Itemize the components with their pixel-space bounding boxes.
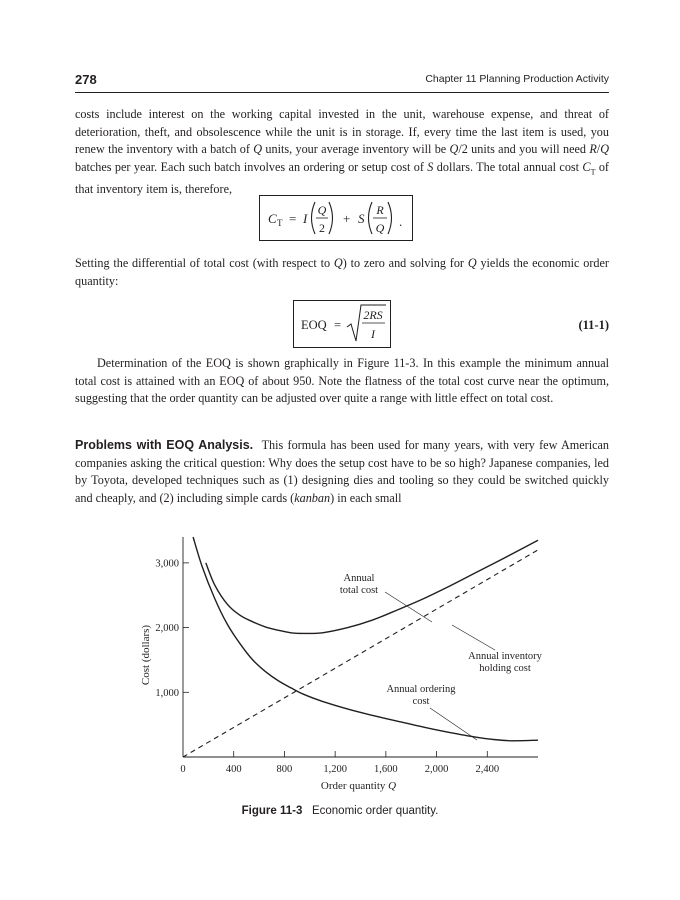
y-axis-label: Cost (dollars): [140, 624, 152, 686]
eq-lhs-sub: T: [277, 218, 283, 228]
chart-series: [183, 537, 538, 757]
eq-equals: =: [289, 211, 297, 226]
chapter-title: Chapter 11 Planning Production Activity: [425, 73, 609, 85]
figure-caption-text: Economic order quantity.: [311, 805, 439, 817]
eq-frac1-num: Q: [317, 203, 327, 217]
annotation-holding-cost-text: holding cost: [479, 663, 531, 674]
annotation-ordering-cost-text: Annual ordering: [386, 684, 456, 695]
x-tick-label: 1,600: [374, 764, 398, 775]
paragraph-text: Determination of the EOQ is shown graphically in Figure 11-3. In this example the minimum annual total cost is attained with an EOQ of about 950. Note the flatness of the total cost curve near the optimum, suggesting that the order quantity can be adjusted over quite a range with little effect on total cost.: [75, 356, 609, 406]
equation-number: (11-1): [578, 318, 609, 332]
eq-frac2-den: Q: [375, 221, 385, 235]
y-tick-label: 3,000: [155, 558, 179, 570]
paragraph-text: This formula has been used for many years, with very few American companies asking the critical question: Why does the setup cost have to be so high? Japanese companies, led by Toyota, developed techniques such as (1) designing dies and tooling so they could be switched quickly and cheaply, and (2) including simple cards (kanban) in each small: [75, 438, 609, 505]
paragraph-text: Setting the differential of total cost (with respect to Q) to zero and solving for Q yields the economic order quantity:: [75, 256, 609, 288]
eoq-numerator: 2RS: [363, 308, 383, 322]
section-heading: Problems with EOQ Analysis.: [75, 438, 254, 452]
x-tick-label: 2,400: [475, 764, 500, 775]
eq-coef-i: I: [303, 211, 308, 226]
x-axis-label: Order quantity Q: [320, 780, 397, 792]
eoq-equals: =: [334, 318, 342, 332]
eq-period: .: [399, 214, 403, 229]
annotation-holding-cost-text: Annual inventory: [468, 651, 542, 662]
figure-caption: [0, 805, 680, 817]
eq-frac2-num: R: [376, 203, 384, 217]
x-axis-label-variable: Q: [388, 780, 397, 792]
y-tick-label: 2,000: [155, 623, 179, 635]
eq-lhs: C: [268, 211, 277, 226]
x-tick-label: 1,200: [323, 764, 347, 775]
paragraph-text: costs include interest on the working capital invested in the unit, warehouse expense, and threat of deterioration, theft, and obsolescence while the unit is in storage. If, every time the last item is used, you renew the inventory with a batch of Q units, your average inventory will be Q/2 units and you will need R/Q batches per year. Each such batch involves an ordering or setup cost of S dollars. The total annual cost $C_T$ of that inventory item is, therefore,: [75, 107, 609, 196]
annotation-total-cost-text: Annual: [343, 573, 375, 584]
annotation-ordering-cost-leader: [430, 708, 477, 740]
x-tick-label: 2,000: [424, 764, 449, 775]
eoq-denominator: I: [371, 327, 375, 341]
eq-coef-s: S: [358, 211, 365, 226]
annotation-total-cost-leader: [385, 592, 432, 622]
eq-frac1-den: 2: [319, 221, 325, 235]
eoq-lhs: EOQ: [301, 318, 327, 332]
annotation-ordering-cost-text: cost: [412, 696, 430, 707]
page-number: 278: [75, 72, 97, 87]
x-tick-label: 0: [180, 764, 186, 775]
y-tick-label: 1,000: [155, 687, 179, 699]
figure-label: Figure 11-3: [241, 805, 303, 817]
x-tick-label: 800: [276, 764, 293, 775]
annotation-holding-cost-leader: [452, 625, 495, 650]
eq-plus: +: [343, 211, 351, 226]
x-tick-label: 400: [225, 764, 242, 775]
annotation-total-cost-text: total cost: [339, 585, 379, 596]
